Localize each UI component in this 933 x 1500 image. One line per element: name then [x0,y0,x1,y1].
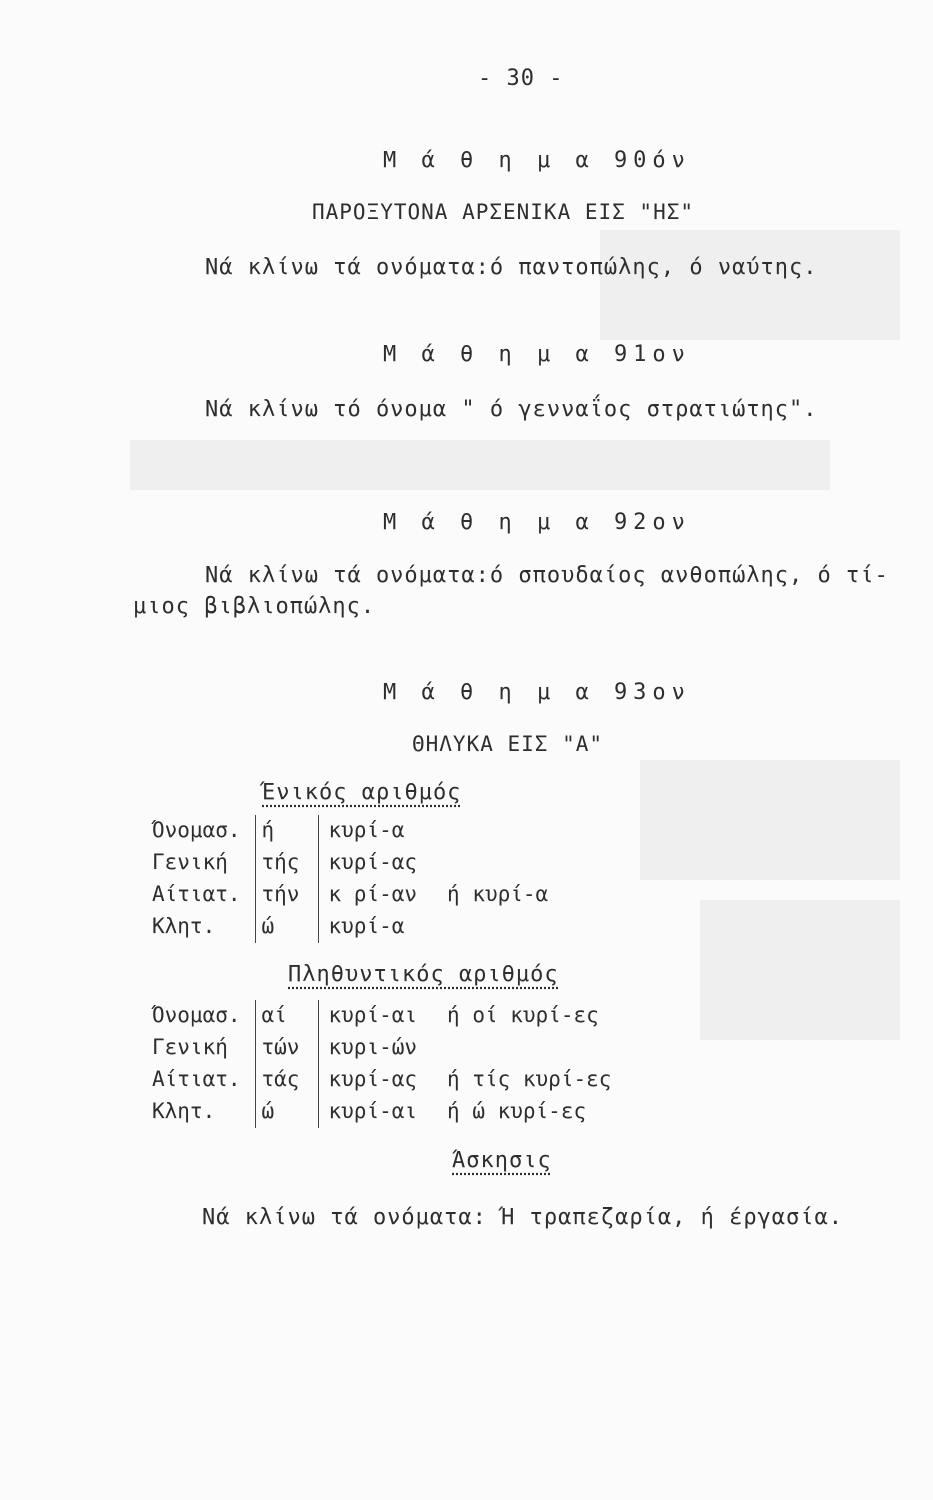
case-name: Αίτιατ. [152,882,241,906]
case-name: Γενική [152,850,228,874]
case-name: Αίτιατ. [152,1067,241,1091]
case-name: Όνομασ. [152,818,241,842]
lesson-heading: Μ ά θ η μ α 92ον [383,510,691,535]
table-row [146,847,554,879]
plural-caption: Πληθυντικός αριθμός [288,962,559,987]
article: αί [255,1000,318,1032]
table-row [146,879,554,911]
alternate-form [441,1032,617,1064]
noun-form: κυρί-ας [328,1067,418,1091]
lesson-text-line: Νά κλίνω τά ονόματα:ό σπουδαίος ανθοπώλης, ό τί- [205,563,889,588]
case-name: Κλητ. [152,1099,216,1123]
table-row [146,815,554,847]
lesson-text-line: μιος βιβλιοπώλης. [133,594,376,619]
alternate-form [441,911,554,943]
lesson-heading: Μ ά θ η μ α 91ον [383,342,691,367]
article: ώ [255,911,318,943]
alternate-form: ή οί κυρί-ες [447,1003,599,1027]
noun-form: κυρί-αι [328,1099,418,1123]
table-row [146,1064,617,1096]
singular-caption: Ένικός αριθμός [262,780,462,805]
table-row [146,1000,617,1032]
alternate-form [441,847,554,879]
noun-form: κ ρί-αν [328,882,418,906]
noun-form: κυρί-ας [328,850,418,874]
lesson-heading: Μ ά θ η μ α 93ον [383,680,691,705]
alternate-form: ή ώ κυρί-ες [447,1099,587,1123]
plural-declension-table [146,1000,618,1128]
article: τάς [255,1064,318,1096]
exercise-text-line: Νά κλίνω τά ονόματα: Ή τραπεζαρία, ή έργασία. [202,1205,844,1230]
case-name: Όνομασ. [152,1003,241,1027]
alternate-form: ή τίς κυρί-ες [447,1067,612,1091]
lesson-text-line: Νά κλίνω τό όνομα " ό γενναΐος στρατιώτης". [205,397,818,422]
lesson-title: ΠΑΡΟΞΥΤΟΝΑ ΑΡΣΕΝΙΚΑ ΕΙΣ "ΗΣ" [312,200,695,224]
article: τής [255,847,318,879]
article: τήν [255,879,318,911]
singular-declension-table [146,815,555,943]
article: ώ [255,1096,318,1128]
article: τών [255,1032,318,1064]
show-through-smudge [600,230,900,340]
lesson-heading: Μ ά θ η μ α 90όν [383,148,691,173]
lesson-title: ΘΗΛΥΚΑ ΕΙΣ "Α" [412,732,604,756]
table-row [146,911,554,943]
page-number: - 30 - [478,66,564,91]
table-row [146,1032,617,1064]
case-name: Γενική [152,1035,228,1059]
case-name: Κλητ. [152,914,216,938]
exercise-heading: Άσκησις [452,1148,552,1173]
noun-form: κυρί-αι [328,1003,418,1027]
alternate-form: ή κυρί-α [447,882,549,906]
noun-form: κυρί-α [328,914,405,938]
show-through-smudge [640,760,900,880]
show-through-smudge [700,900,900,1040]
lesson-text-line: Νά κλίνω τά ονόματα:ό παντοπώλης, ό ναύτης. [205,255,818,280]
alternate-form [441,815,554,847]
noun-form: κυρί-α [328,818,405,842]
noun-form: κυρι-ών [328,1035,418,1059]
table-row [146,1096,617,1128]
show-through-smudge [130,440,830,490]
article: ή [255,815,318,847]
